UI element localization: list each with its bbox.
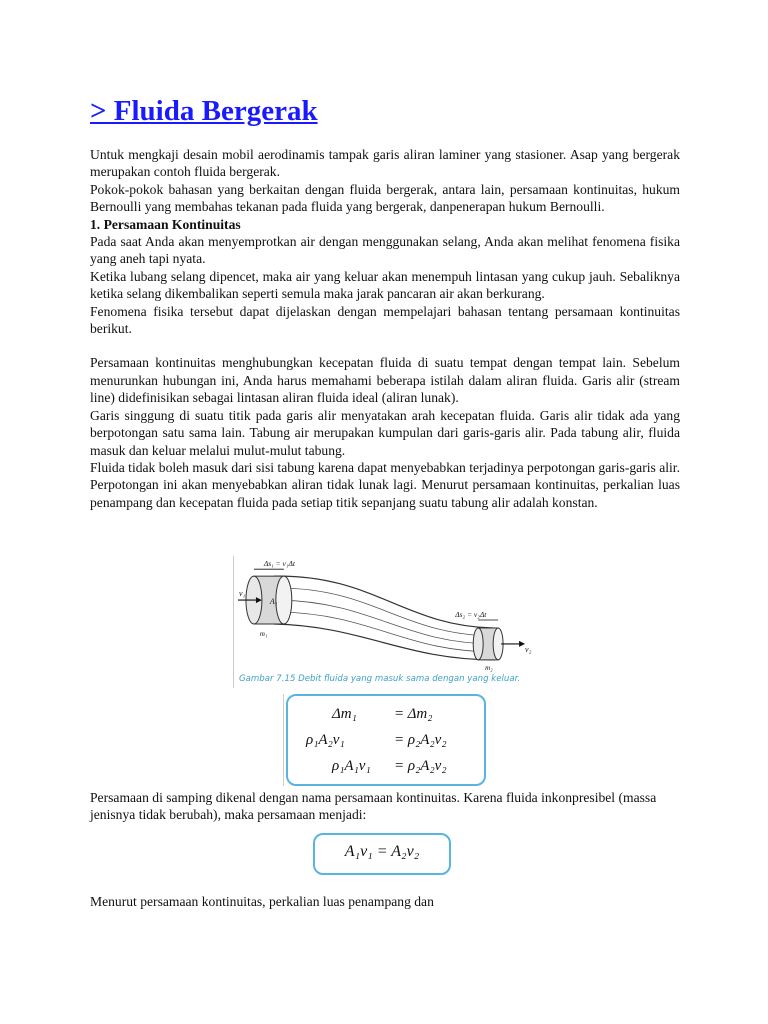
label-v1: v₁ — [238, 589, 246, 599]
equation-mass-right: = Δm₂ — [394, 706, 433, 722]
label-m1: m₁ — [259, 629, 268, 638]
paragraph-streamline: Garis singgung di suatu titik pada garis alir menyatakan arah kecepatan fluida. Garis alir tidak ada yang berpotongan satu sama lain. Tabung air merupakan kumpulan dari garis-garis alir. Pada tabung alir, fluida masuk dan keluar melalui mulut-mulut tabung. — [90, 407, 680, 458]
simplified-equation-box — [313, 833, 451, 875]
equation-density-left: ρ₁A₂v₁ — [306, 732, 345, 748]
paragraph-topics: Pokok-pokok bahasan yang berkaitan dengan fluida bergerak, antara lain, persamaan kontinuitas, hukum Bernoulli yang membahas tekanan pada fluida yang bergerak, danpenerapan hukum Bernoulli. — [90, 181, 680, 215]
body-text — [90, 146, 680, 511]
label-ds1: Δs₁ = v₁Δt — [263, 559, 295, 569]
paragraph-gap — [90, 337, 680, 354]
label-ds2: Δs₂ = v₂Δt — [455, 610, 487, 620]
equation-final-right: = ρ₂A₂v₂ — [394, 758, 447, 774]
paragraph-incompressible: Persamaan di samping dikenal dengan nama persamaan kontinuitas. Karena fluida inkonpresibel (massa jenisnya tidak berubah), maka persamaan menjadi: — [90, 790, 657, 823]
paragraph-intro: Untuk mengkaji desain mobil aerodinamis tampak garis aliran laminer yang stasioner. Asap yang bergerak merupakan contoh fluida bergerak. — [90, 147, 680, 180]
paragraph-continuity: Persamaan kontinuitas menghubungkan kecepatan fluida di suatu tempat dengan tempat lain. Sebelum menurunkan hubungan ini, Anda harus memahami beberapa istilah dalam aliran fluida. Garis alir (stream line) didefinisikan sebagai lintasan aliran fluida ideal (aliran lunak). — [90, 355, 680, 406]
section-heading: 1. Persamaan Kontinuitas — [90, 216, 241, 232]
paragraph-hose-pinched: Ketika lubang selang dipencet, maka air yang keluar akan menempuh lintasan yang cukup jauh. Sebaliknya ketika selang dikembalikan seperti semula maka jarak pancaran air akan berkurang. — [90, 268, 680, 302]
body-text-final — [90, 879, 680, 924]
simplified-equation: A₁v₁ = A₂v₂ — [344, 843, 420, 860]
figure-border — [283, 694, 284, 786]
page-title: > Fluida Bergerak — [90, 95, 318, 127]
equation-density-right: = ρ₂A₂v₂ — [394, 732, 447, 748]
equation-final-left: ρ₁A₁v₁ — [332, 758, 371, 774]
body-text-after-figure — [90, 789, 680, 824]
paragraph-hose: Pada saat Anda akan menyemprotkan air dengan menggunakan selang, Anda akan melihat fenomena fisika yang aneh tapi nyata. — [90, 234, 680, 267]
label-A1: A₁ — [269, 597, 278, 607]
paragraph-tube: Fluida tidak boleh masuk dari sisi tabung karena dapat menyebabkan terjadinya perpotongan garis-garis alir. Perpotongan ini akan menyebabkan aliran tidak lunak lagi. Menurut persamaan kontinuitas, perkalian luas penampang dan kecepatan fluida pada setiap titik sepanjang suatu tabung alir adalah konstan. — [90, 459, 680, 510]
label-v2: v₂ — [525, 644, 532, 654]
paragraph-phenomenon: Fenomena fisika tersebut dapat dijelaskan dengan mempelajari bahasan tentang persamaan kontinuitas berikut. — [90, 303, 680, 337]
flow-tube-diagram — [233, 556, 535, 688]
continuity-equation-box — [286, 694, 486, 786]
paragraph-final: Menurut persamaan kontinuitas, perkalian luas penampang dan — [90, 893, 434, 909]
label-m2: m₂ — [485, 663, 493, 672]
equation-mass-left: Δm₁ — [332, 706, 357, 722]
figure-caption: Gambar 7.15 Debit fluida yang masuk sama dengan yang keluar. — [239, 674, 521, 684]
